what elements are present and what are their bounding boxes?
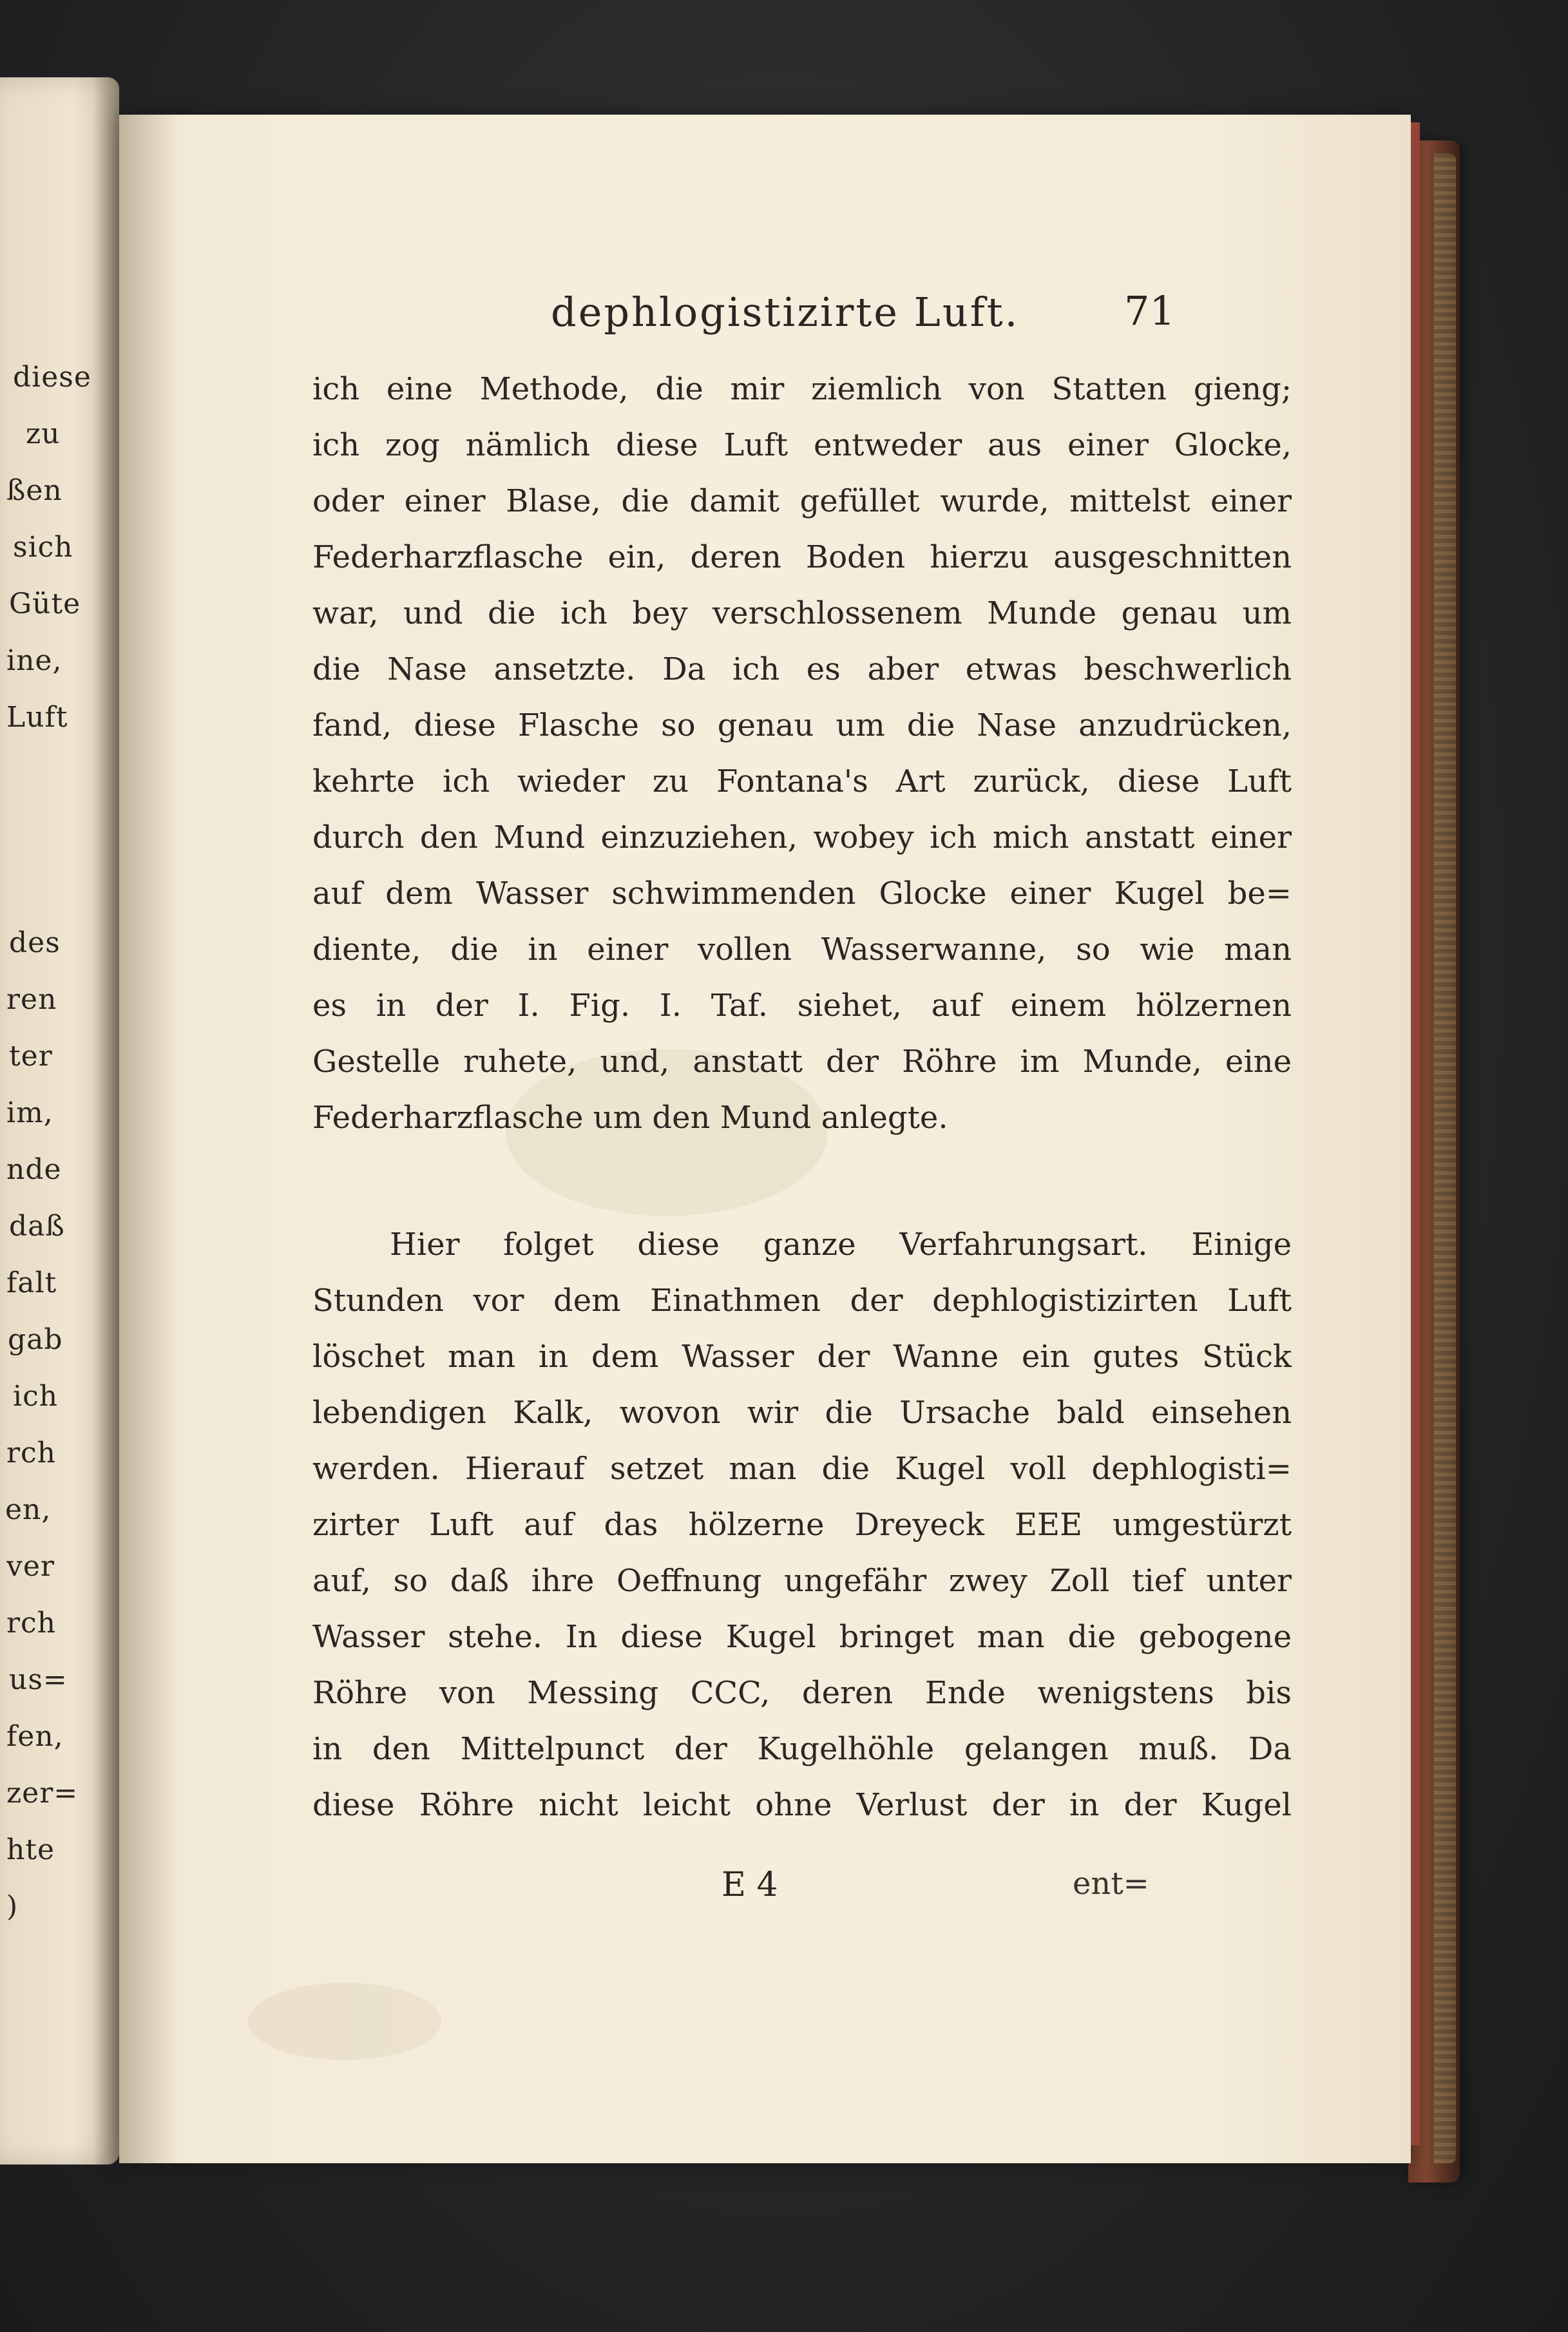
- text-line: in den Mittelpunct der Kugelhöhle gelangen muß. Da: [312, 1731, 1292, 1767]
- left-fragment: im,: [6, 1096, 53, 1129]
- left-fragment: Luft: [6, 701, 68, 734]
- text-line: löschet man in dem Wasser der Wanne ein gutes Stück: [312, 1339, 1292, 1375]
- left-fragment: falt: [6, 1266, 57, 1299]
- left-fragment: nde: [6, 1153, 62, 1186]
- text-line: lebendigen Kalk, wovon wir die Ursache bald einsehen: [312, 1395, 1292, 1431]
- text-line: war, und die ich bey verschlossenem Munde genau um: [312, 595, 1292, 631]
- left-fragment: ich: [13, 1380, 59, 1413]
- text-line: Röhre von Messing CCC, deren Ende wenigstens bis: [312, 1675, 1292, 1711]
- text-line: durch den Mund einzuziehen, wobey ich mich anstatt einer: [312, 819, 1292, 855]
- text-line: diente, die in einer vollen Wasserwanne, so wie man: [312, 932, 1292, 968]
- left-fragment: ter: [9, 1040, 53, 1073]
- left-fragment: Güte: [9, 588, 81, 620]
- left-page-fragment: [0, 77, 119, 2165]
- left-fragment: fen,: [6, 1720, 64, 1753]
- text-line: Gestelle ruhete, und, anstatt der Röhre im Munde, eine: [312, 1044, 1292, 1080]
- left-fragment: sich: [13, 531, 73, 564]
- text-line: oder einer Blase, die damit gefüllet wurde, mittelst einer: [312, 483, 1292, 519]
- page-number: 71: [1124, 287, 1175, 334]
- left-fragment: diese: [13, 361, 91, 394]
- text-line: Hier folget diese ganze Verfahrungsart. Einige: [390, 1227, 1292, 1263]
- text-line: diese Röhre nicht leicht ohne Verlust der in der Kugel: [312, 1787, 1292, 1823]
- text-line: Wasser stehe. In diese Kugel bringet man die gebogene: [312, 1619, 1292, 1655]
- signature-mark: E 4: [722, 1866, 778, 1904]
- left-fragment: ren: [6, 983, 57, 1016]
- catchword: ent=: [1073, 1866, 1149, 1902]
- left-fragment: ): [6, 1890, 19, 1923]
- text-line: auf, so daß ihre Oeffnung ungefähr zwey Zoll tief unter: [312, 1563, 1292, 1599]
- left-fragment: ver: [6, 1550, 55, 1583]
- left-fragment: ßen: [6, 474, 62, 507]
- paper-stain: [248, 1983, 441, 2060]
- text-line: ich zog nämlich diese Luft entweder aus einer Glocke,: [312, 427, 1292, 463]
- text-line: fand, diese Flasche so genau um die Nase anzudrücken,: [312, 707, 1292, 743]
- text-line: Stunden vor dem Einathmen der dephlogistizirten Luft: [312, 1283, 1292, 1319]
- left-fragment: rch: [6, 1607, 57, 1639]
- left-fragment: ine,: [6, 644, 62, 677]
- left-fragment: zer=: [6, 1777, 79, 1810]
- text-line: werden. Hierauf setzet man die Kugel voll dephlogisti=: [312, 1451, 1292, 1487]
- text-line: die Nase ansetzte. Da ich es aber etwas beschwerlich: [312, 651, 1292, 687]
- running-head: dephlogistizirte Luft.: [551, 289, 1020, 336]
- left-fragment: hte: [6, 1833, 55, 1866]
- text-line: kehrte ich wieder zu Fontana's Art zurück, diese Luft: [312, 763, 1292, 799]
- left-fragment: en,: [5, 1493, 52, 1526]
- text-line: es in der I. Fig. I. Taf. siehet, auf einem hölzernen: [312, 988, 1292, 1024]
- text-line: zirter Luft auf das hölzerne Dreyeck EEE umgestürzt: [312, 1507, 1292, 1543]
- left-fragment: rch: [6, 1437, 57, 1469]
- text-line: Federharzflasche um den Mund anlegte.: [312, 1100, 948, 1136]
- book-page: [119, 115, 1411, 2163]
- text-line: ich eine Methode, die mir ziemlich von Statten gieng;: [312, 371, 1292, 407]
- left-fragment: des: [9, 926, 61, 959]
- text-line: auf dem Wasser schwimmenden Glocke einer Kugel be=: [312, 875, 1292, 912]
- text-line: Federharzflasche ein, deren Boden hierzu ausgeschnitten: [312, 539, 1292, 575]
- left-fragment: gab: [8, 1323, 63, 1356]
- left-fragment: zu: [26, 417, 61, 450]
- left-fragment: daß: [9, 1210, 65, 1243]
- left-fragment: us=: [9, 1663, 68, 1696]
